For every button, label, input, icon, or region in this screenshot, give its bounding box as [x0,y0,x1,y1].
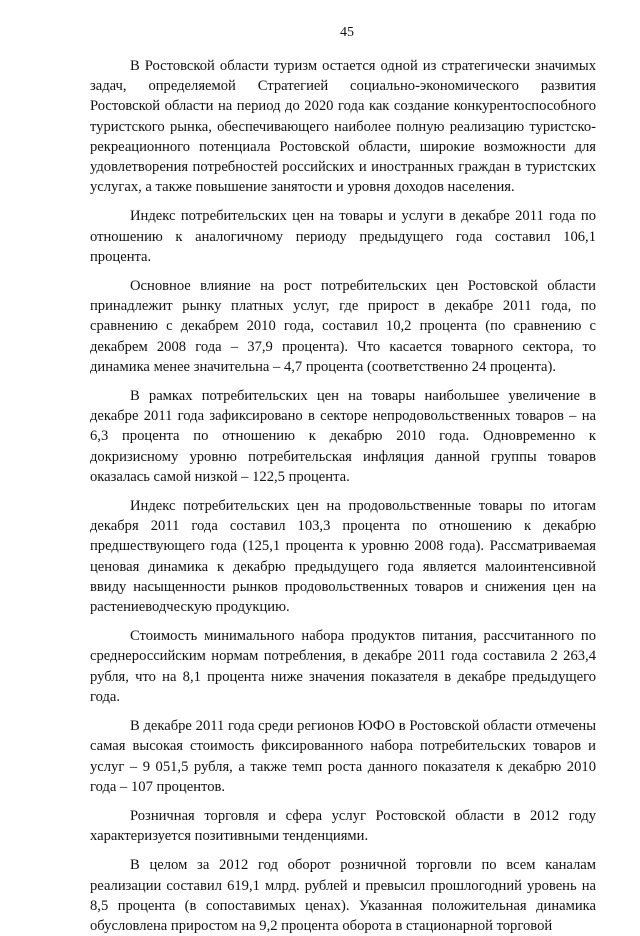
page-number: 45 [340,25,354,40]
paragraph-nonfood-goods: В рамках потребительских цен на товары наибольшее увеличение в декабре 2011 года зафиксировано в секторе непродовольственных товаров – на 6,3 процента по отношению к декабрю 2010 года. Одновременно к докризисному уровню потребительская инфляция данной группы товаров оказалась самой низкой – 122,5 процента. [90,388,596,485]
paragraph-retail-turnover: В целом за 2012 год оборот розничной торговли по всем каналам реализации составил 619,1 млрд. рублей и превысил прошлогодний уровень на 8,5 процента (в сопоставимых ценах). Указанная положительная динамика обусловлена приростом на 9,2 процента оборота в стационарной торговой [90,857,596,934]
paragraph-minimum-food-basket: Стоимость минимального набора продуктов питания, рассчитанного по среднероссийским нормам потребления, в декабре 2011 года составила 2 263,4 рубля, что на 8,1 процента ниже значения показателя в декабре предыдущего года. [90,628,596,705]
paragraph-tourism: В Ростовской области туризм остается одной из стратегически значимых задач, определяемой Стратегией социально-экономического развития Ростовской области на период до 2020 года как создание конкурентоспособного туристского рынка, обеспечивающего наиболее полную реализацию туристско-рекреационного потенциала Ростовской области, широкие возможности для удовлетворения потребностей российских и иностранных граждан в туристских услугах, а также повышение занятости и уровня доходов населения. [90,58,596,196]
paragraph-fixed-basket: В декабре 2011 года среди регионов ЮФО в Ростовской области отмечены самая высокая стоимость фиксированного набора потребительских товаров и услуг – 9 051,5 рубля, а также темп роста данного показателя к декабрю 2010 года – 107 процентов. [90,718,596,795]
paragraph-cpi-index: Индекс потребительских цен на товары и услуги в декабре 2011 года по отношению к аналогичному периоду предыдущего года составил 106,1 процента. [90,208,596,265]
paragraph-paid-services: Основное влияние на рост потребительских цен Ростовской области принадлежит рынку платных услуг, где прирост в декабре 2011 года, по сравнению с декабрем 2010 года, составил 10,2 процента (по сравнению с декабрем 2008 года – 37,9 процента). Что касается товарного сектора, то динамика менее значительна – 4,7 процента (соответственно 24 процента). [90,278,596,375]
paragraph-food-goods: Индекс потребительских цен на продовольственные товары по итогам декабря 2011 года составил 103,3 процента по отношению к декабрю предшествующего года (125,1 процента к уровню 2008 года). Рассматриваемая ценовая динамика к декабрю предыдущего года является малоинтенсивной ввиду насыщенности рынков продовольственных товаров и снижения цен на растениеводческую продукцию. [90,498,596,616]
paragraph-retail-trends: Розничная торговля и сфера услуг Ростовской области в 2012 году характеризуется позитивными тенденциями. [90,807,596,845]
